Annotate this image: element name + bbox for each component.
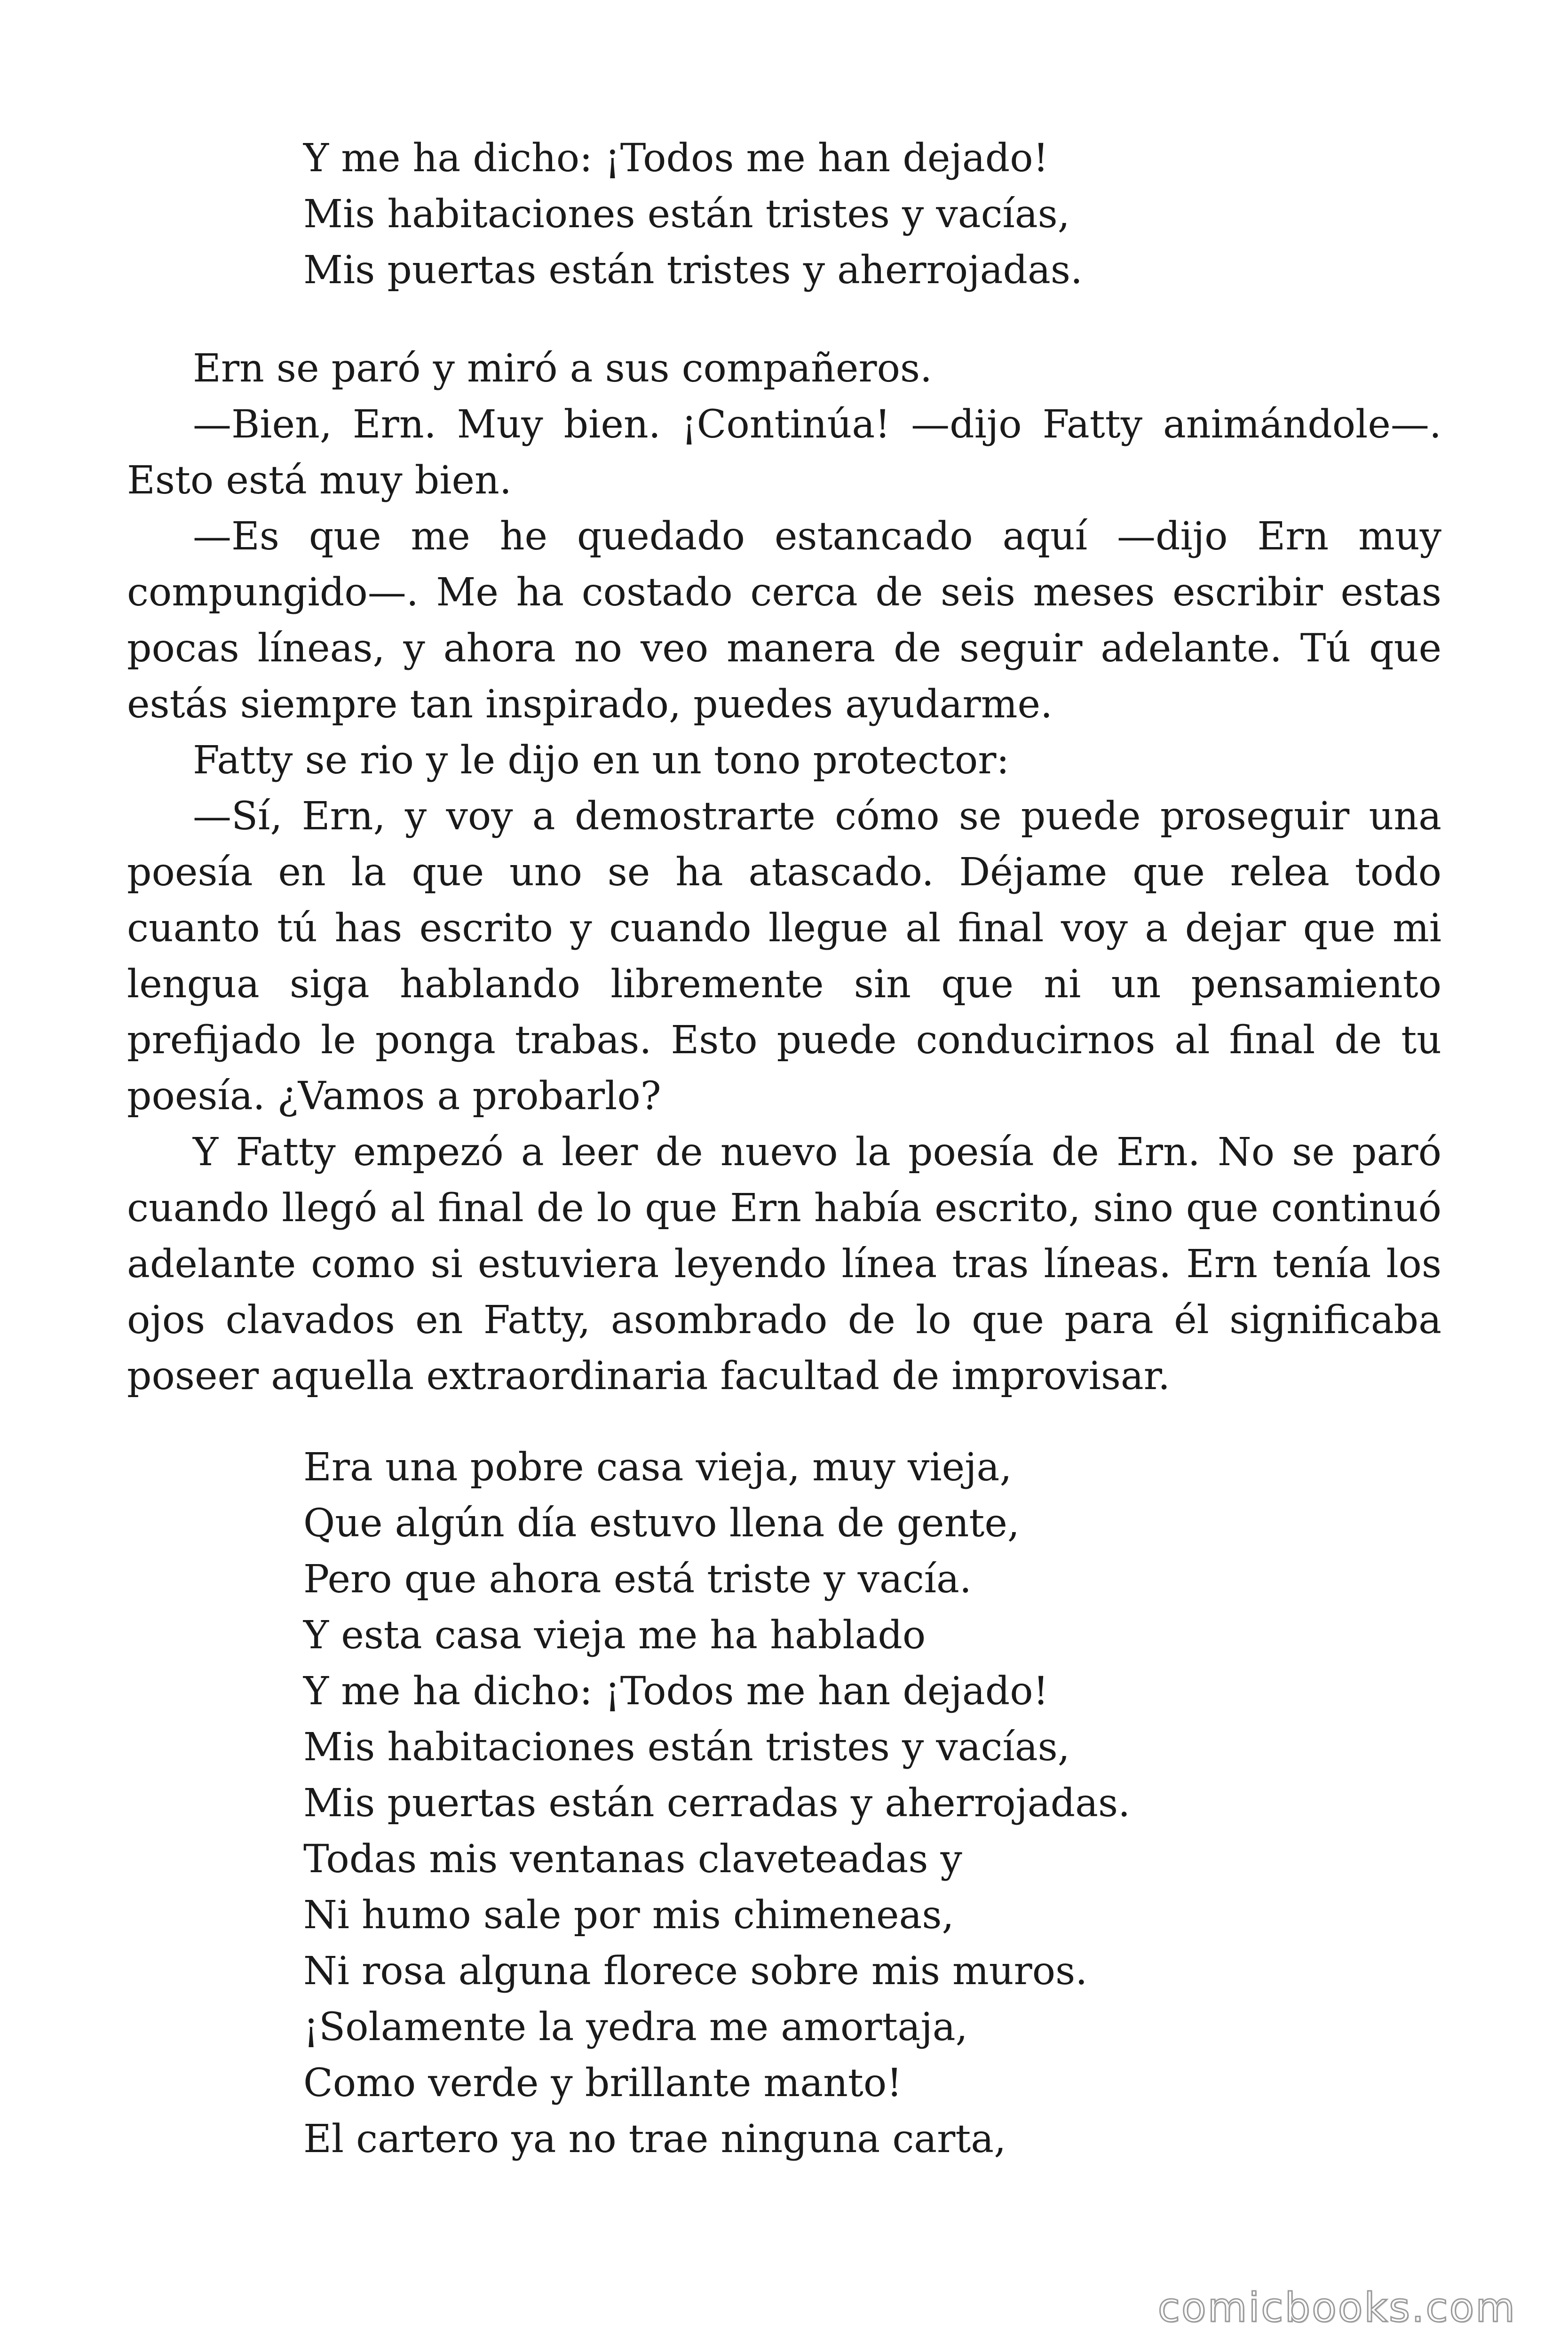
verse-line: Mis habitaciones están tristes y vacías,	[303, 192, 1070, 237]
verse-line: Ni rosa alguna florece sobre mis muros.	[303, 1949, 1088, 1994]
paragraph: Ern se paró y miró a sus compañeros.	[193, 346, 933, 391]
paragraph: —Sí, Ern, y voy a demostrarte cómo se puede proseguir una poesía en la que uno se ha atascado. Déjame que relea todo cuanto tú has escrito y cuando llegue al final voy a dejar que mi lengua siga hablando libremente sin que ni un pensamiento prefijado le ponga trabas. Esto puede conducirnos al final de tu poesía. ¿Vamos a probarlo?	[127, 794, 1441, 1119]
verse-line: El cartero ya no trae ninguna carta,	[303, 2117, 1006, 2161]
verse-line: ¡Solamente la yedra me amortaja,	[303, 2005, 968, 2050]
verse-line: Mis habitaciones están tristes y vacías,	[303, 1725, 1070, 1770]
verse-line: Ni humo sale por mis chimeneas,	[303, 1893, 954, 1938]
verse-line: Pero que ahora está triste y vacía.	[303, 1557, 972, 1602]
paragraph: Y Fatty empezó a leer de nuevo la poesía de Ern. No se paró cuando llegó al final de lo que Ern había escrito, sino que continuó adelante como si estuviera leyendo línea tras líneas. Ern tenía los ojos clavados en Fatty, asombrado de lo que para él significaba poseer aquella extraordinaria facultad de improvisar.	[127, 1130, 1441, 1398]
verse-line: Y me ha dicho: ¡Todos me han dejado!	[303, 1669, 1049, 1714]
verse-line: Y me ha dicho: ¡Todos me han dejado!	[303, 136, 1049, 181]
paragraph: Fatty se rio y le dijo en un tono protector:	[193, 738, 1010, 783]
paragraph: —Bien, Ern. Muy bien. ¡Continúa! —dijo Fatty animándole—. Esto está muy bien.	[127, 402, 1441, 503]
verse-line: Mis puertas están tristes y aherrojadas.	[303, 248, 1083, 293]
verse-line: Era una pobre casa vieja, muy vieja,	[303, 1445, 1012, 1490]
verse-line: Y esta casa vieja me ha hablado	[303, 1613, 926, 1658]
paragraph: —Es que me he quedado estancado aquí —dijo Ern muy compungido—. Me ha costado cerca de seis meses escribir estas pocas líneas, y ahora no veo manera de seguir adelante. Tú que estás siempre tan inspirado, puedes ayudarme.	[127, 514, 1441, 727]
verse-top	[127, 130, 1568, 298]
verse-line: Mis puertas están cerradas y aherrojadas.	[303, 1781, 1131, 1826]
verse-line: Que algún día estuvo llena de gente,	[303, 1501, 1020, 1546]
watermark: comicbooks.com	[1157, 2284, 1516, 2331]
prose-section	[127, 341, 1441, 1404]
verse-line: Todas mis ventanas claveteadas y	[303, 1837, 962, 1882]
verse-bottom	[127, 1439, 1568, 2167]
verse-line: Como verde y brillante manto!	[303, 2061, 903, 2106]
